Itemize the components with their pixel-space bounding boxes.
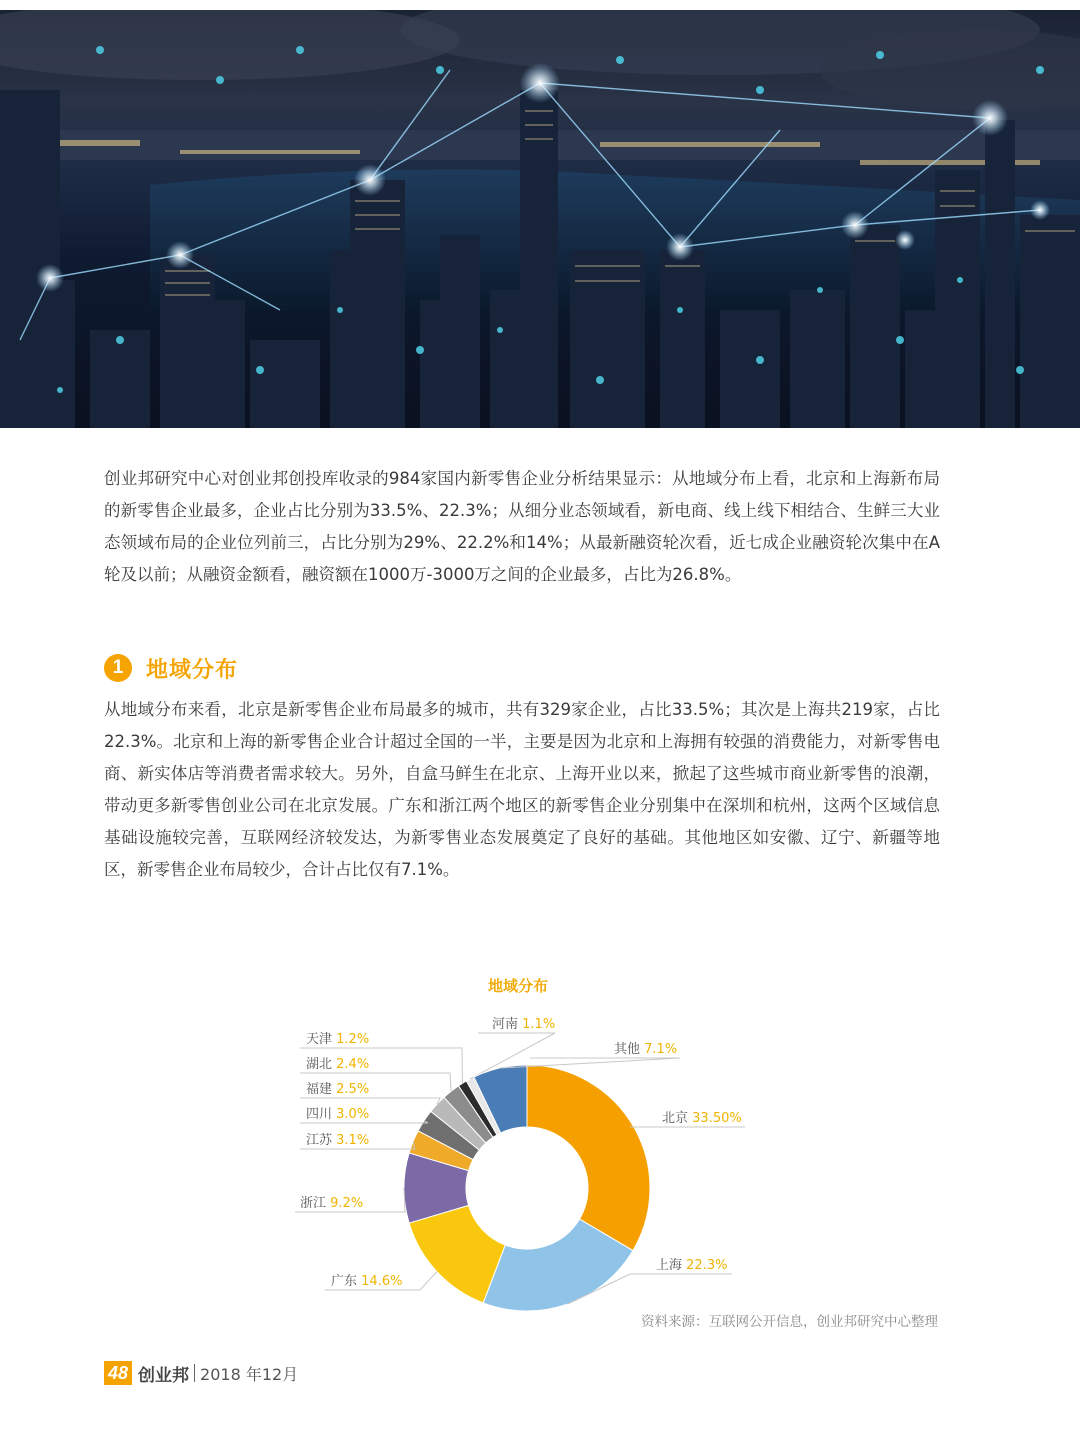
chart-title: 地域分布 [487,977,548,995]
slice-label-8: 天津 1.2% [306,1032,370,1047]
slice-label-7: 湖北 2.4% [306,1057,370,1072]
slice-label-1: 上海 22.3% [656,1258,728,1273]
section-title: 地域分布 [146,657,239,683]
footer-divider [194,1364,195,1382]
slice-label-10: 其他 7.1% [614,1042,678,1057]
slice-label-0: 北京 33.50% [662,1111,742,1126]
slice-label-5: 四川 3.0% [306,1107,370,1122]
slice-label-6: 福建 2.5% [306,1082,370,1097]
leader-line-6 [300,1098,440,1104]
slice-label-2: 广东 14.6% [331,1274,403,1289]
slice-label-4: 江苏 3.1% [306,1133,370,1148]
page-number: 48 [104,1361,132,1385]
issue-date: 2018 年12月 [200,1364,299,1384]
slice-label-9: 河南 1.1% [492,1017,556,1032]
section-body-paragraph: 从地域分布来看，北京是新零售企业布局最多的城市，共有329家企业，占比33.5%；其次是上海共219家，占比22.3%。北京和上海的新零售企业合计超过全国的一半，主要是因为北京和上海拥有较强的消费能力，对新零售电商、新实体店等消费者需求较大。另外，自盒马鲜生在北京、上海开业以来，掀起了这些城市商业新零售的浪潮，带动更多新零售创业公司在北京发展。广东和浙江两个地区的新零售企业分别集中在深圳和杭州，这两个区域信息基础设施较完善，互联网经济较发达，为新零售业态发展奠定了良好的基础。其他地区如安徽、辽宁、新疆等地区，新零售企业布局较少，合计占比仅有7.1%。 [104,700,940,879]
intro-paragraph: 创业邦研究中心对创业邦创投库收录的984家国内新零售企业分析结果显示：从地域分布上看，北京和上海新布局的新零售企业最多，企业占比分别为33.5%、22.3%；从细分业态领域看，新电商、线上线下相结合、生鲜三大业态领域布局的企业位列前三，占比分别为29%、22.2%和14%；从最新融资轮次看，近七成企业融资轮次集中在A轮及以前；从融资金额看，融资额在1000万-3000万之间的企业最多，占比为26.8%。 [104,469,940,584]
chart-source-note: 资料来源：互联网公开信息，创业邦研究中心整理 [641,1314,938,1330]
magazine-logo: 创业邦 [138,1365,190,1386]
page-footer [104,1360,298,1386]
slice-label-3: 浙江 9.2% [300,1196,364,1211]
leader-line-10 [500,1058,680,1068]
section-number-badge: 1 [104,654,132,682]
pie-slice-0 [527,1065,650,1251]
